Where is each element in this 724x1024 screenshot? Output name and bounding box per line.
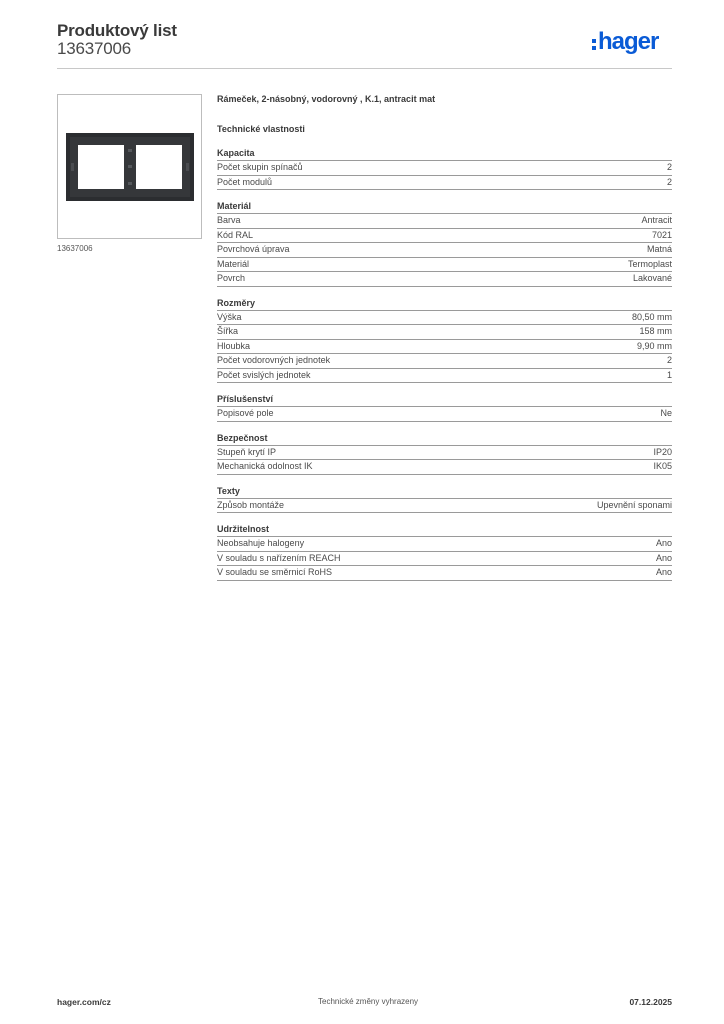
spec-value: Ne	[660, 408, 672, 418]
spec-row	[217, 258, 672, 273]
spec-row	[217, 369, 672, 384]
spec-value: Lakované	[632, 273, 672, 283]
spec-row	[217, 460, 672, 475]
spec-label: Hloubka	[217, 340, 251, 351]
page-title: Produktový list	[57, 21, 177, 40]
spec-row	[217, 311, 672, 326]
spec-value: Ano	[655, 538, 672, 548]
spec-label: Barva	[217, 215, 241, 225]
footer-notice: Technické změny vyhrazeny	[318, 997, 419, 1006]
spec-section	[217, 485, 672, 514]
header-divider	[57, 68, 672, 69]
section-title: Bezpečnost	[217, 432, 672, 446]
spec-row	[217, 214, 672, 229]
spec-label: Kód RAL	[217, 229, 254, 240]
section-title: Rozměry	[217, 297, 672, 311]
spec-section	[217, 523, 672, 581]
spec-label: V souladu se směrnicí RoHS	[217, 567, 333, 577]
spec-label: Povrch	[217, 273, 246, 283]
product-image	[57, 94, 202, 239]
section-title: Kapacita	[217, 147, 672, 161]
product-number: 13637006	[57, 39, 132, 58]
spec-row	[217, 566, 672, 581]
spec-value: Antracit	[641, 215, 672, 225]
spec-label: Povrchová úprava	[217, 244, 290, 254]
image-caption: 13637006	[57, 244, 93, 253]
spec-label: Stupeň krytí IP	[217, 446, 277, 457]
logo-dots-icon	[592, 39, 596, 50]
spec-label: Materiál	[217, 258, 250, 269]
spec-row	[217, 325, 672, 340]
spec-label: Počet skupin spínačů	[217, 162, 303, 172]
spec-row	[217, 176, 672, 191]
spec-value: IP20	[653, 446, 672, 457]
product-title: Rámeček, 2-násobný, vodorovný , K.1, antracit mat	[217, 94, 436, 104]
spec-label: Mechanická odolnost IK	[217, 461, 313, 471]
section-title: Příslušenství	[217, 393, 672, 407]
spec-section	[217, 200, 672, 287]
spec-row	[217, 229, 672, 244]
footer-date: 07.12.2025	[629, 997, 672, 1007]
spec-value: Matná	[646, 244, 672, 254]
spec-label: Neobsahuje halogeny	[217, 538, 305, 548]
logo-text: hager	[598, 28, 659, 55]
section-title: Materiál	[217, 200, 672, 214]
double-frame-icon	[66, 133, 194, 201]
spec-row	[217, 552, 672, 567]
spec-value: 2	[666, 355, 672, 365]
spec-row	[217, 446, 672, 461]
spec-row	[217, 354, 672, 369]
spec-label: V souladu s nařízením REACH	[217, 552, 341, 563]
spec-row	[217, 499, 672, 514]
section-title: Texty	[217, 485, 672, 499]
spec-sections	[217, 147, 672, 581]
spec-value: 2	[666, 162, 672, 172]
spec-label: Popisové pole	[217, 408, 274, 418]
spec-row	[217, 161, 672, 176]
spec-value: 7021	[651, 229, 672, 240]
spec-label: Šířka	[217, 326, 239, 336]
footer-website: hager.com/cz	[57, 997, 111, 1007]
spec-label: Počet modulů	[217, 176, 273, 187]
spec-label: Počet vodorovných jednotek	[217, 355, 331, 365]
spec-value: Ano	[655, 552, 672, 563]
section-title: Udržitelnost	[217, 523, 672, 537]
spec-value: Termoplast	[627, 258, 672, 269]
tech-heading: Technické vlastnosti	[217, 124, 305, 134]
spec-value: 80,50 mm	[631, 311, 672, 322]
spec-value: Ano	[655, 567, 672, 577]
spec-label: Počet svislých jednotek	[217, 369, 311, 380]
spec-row	[217, 407, 672, 422]
spec-value: IK05	[653, 461, 672, 471]
spec-label: Způsob montáže	[217, 499, 285, 510]
spec-value: Upevnění sponami	[596, 499, 672, 510]
spec-section	[217, 432, 672, 475]
spec-section	[217, 147, 672, 190]
spec-row	[217, 272, 672, 287]
spec-value: 158 mm	[639, 326, 672, 336]
spec-value: 1	[666, 369, 672, 380]
spec-row	[217, 340, 672, 355]
spec-value: 9,90 mm	[636, 340, 672, 351]
hager-logo	[592, 29, 658, 55]
spec-value: 2	[666, 176, 672, 187]
spec-section	[217, 393, 672, 422]
spec-section	[217, 297, 672, 384]
spec-row	[217, 537, 672, 552]
spec-row	[217, 243, 672, 258]
spec-label: Výška	[217, 311, 242, 322]
spec-content	[217, 93, 672, 591]
